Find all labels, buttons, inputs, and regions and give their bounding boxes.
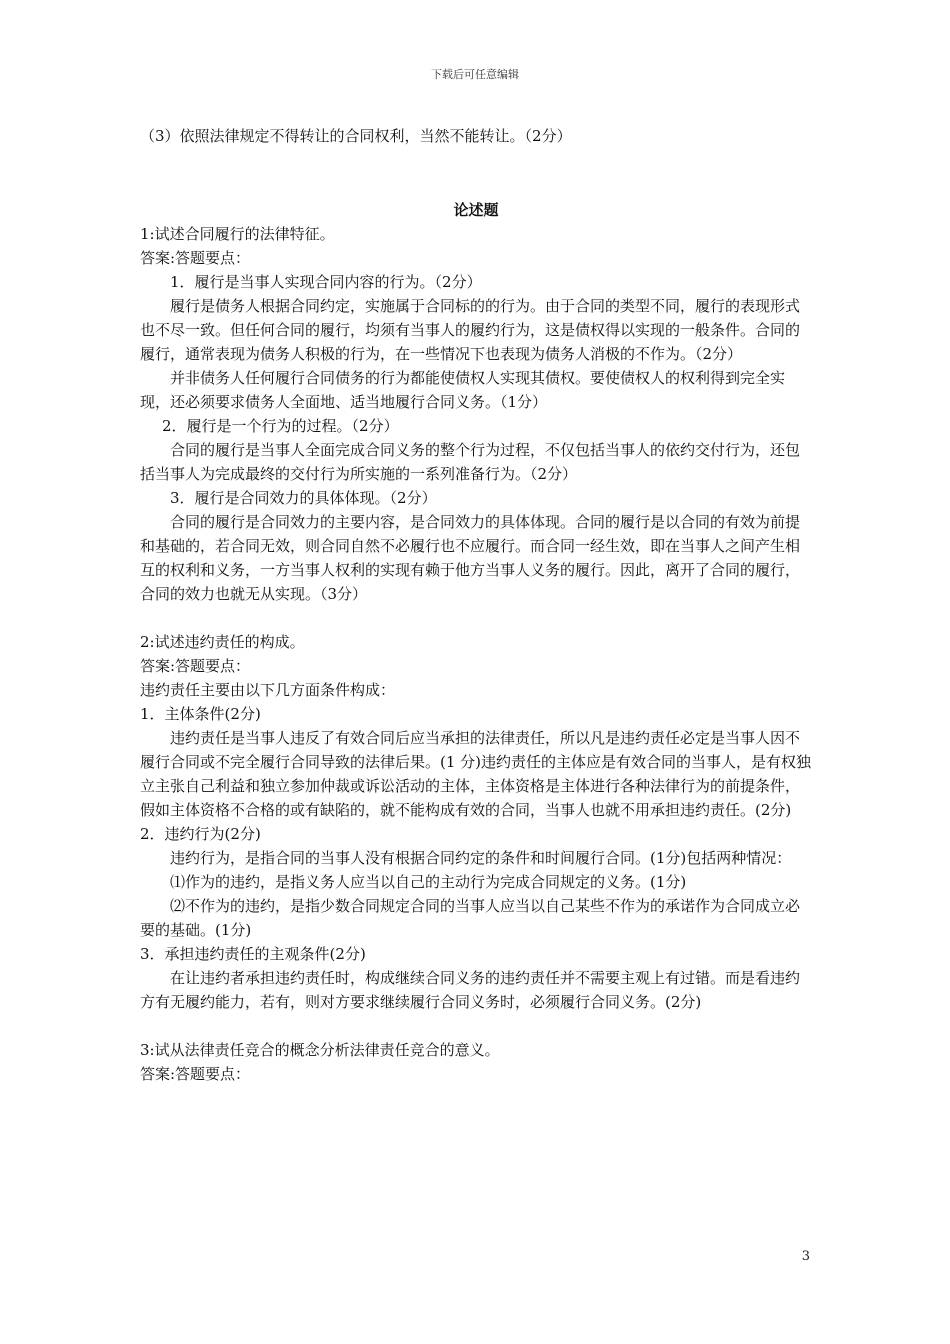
q2-answer-label: 答案:答题要点： [140, 657, 251, 675]
q1-point2-heading: 2．履行是一个行为的过程。（2分） [162, 417, 399, 435]
q1-question: 1:试述合同履行的法律特征。 [140, 225, 335, 243]
intro-line: （3）依照法律规定不得转让的合同权利，当然不能转让。（2分） [140, 127, 572, 145]
q2-section1-heading: 1．主体条件(2分) [140, 705, 261, 723]
q3-question: 3:试从法律责任竞合的概念分析法律责任竞合的意义。 [140, 1041, 500, 1059]
q2-section1-body: 违约责任是当事人违反了有效合同后应当承担的法律责任，所以凡是违约责任必定是当事人因不履行合同或不完全履行合同导致的法律后果。(1 分)违约责任的主体应是有效合同的当事人，是有权独立主张自己利益和独立参加仲裁或诉讼活动的主体，主体资格是主体进行各种法律行为的前提条件，假如主体资格不合格的或有缺陷的，就不能构成有效的合同，当事人也就不用承担违约责任。(2分) [140, 729, 812, 819]
document-body [140, 124, 812, 1086]
page-number: 3 [801, 1249, 810, 1264]
q1-point2-body: 合同的履行是当事人全面完成合同义务的整个行为过程，不仅包括当事人的依约交付行为，还包括当事人为完成最终的交付行为所实施的一系列准备行为。（2分） [140, 441, 801, 483]
q1-answer-label: 答案:答题要点： [140, 249, 251, 267]
q2-section2-item1: ⑴作为的违约，是指义务人应当以自己的主动行为完成合同规定的义务。(1分) [170, 873, 687, 891]
spacer [140, 1014, 812, 1038]
q2-lead: 违约责任主要由以下几方面条件构成： [140, 681, 396, 699]
q2-section2-item2: ⑵不作为的违约，是指少数合同规定合同的当事人应当以自己某些不作为的承诺作为合同成立必要的基础。(1分) [140, 897, 801, 939]
q3-answer-label: 答案:答题要点： [140, 1065, 251, 1083]
q1-point3-heading: 3．履行是合同效力的具体体现。（2分） [170, 489, 437, 507]
q2-section2-heading: 2．违约行为(2分) [140, 825, 261, 843]
page-header: 下载后可任意编辑 [431, 68, 519, 81]
q2-section2-body: 违约行为，是指合同的当事人没有根据合同约定的条件和时间履行合同。(1分)包括两种情况： [170, 849, 792, 867]
q1-point1-heading: 1．履行是当事人实现合同内容的行为。（2分） [170, 273, 482, 291]
section-title: 论述题 [453, 201, 499, 219]
q1-point3-body: 合同的履行是合同效力的主要内容，是合同效力的具体体现。合同的履行是以合同的有效为前提和基础的，若合同无效，则合同自然不必履行也不应履行。而合同一经生效，即在当事人之间产生相互的权利和义务，一方当事人权利的实现有赖于他方当事人义务的履行。因此，离开了合同的履行，合同的效力也就无从实现。（3分） [140, 513, 801, 603]
spacer [140, 606, 812, 630]
q1-point1-body-b: 并非债务人任何履行合同债务的行为都能使债权人实现其债权。要使债权人的权利得到完全实现，还必须要求债务人全面地、适当地履行合同义务。（1分） [140, 369, 786, 411]
q2-section3-body: 在让违约者承担违约责任时，构成继续合同义务的违约责任并不需要主观上有过错。而是看违约方有无履约能力，若有，则对方要求继续履行合同义务时，必须履行合同义务。(2分) [140, 969, 801, 1011]
q1-point1-body-a: 履行是债务人根据合同约定，实施属于合同标的的行为。由于合同的类型不同，履行的表现形式也不尽一致。但任何合同的履行，均须有当事人的履约行为，这是债权得以实现的一般条件。合同的履行，通常表现为债务人积极的行为，在一些情况下也表现为债务人消极的不作为。（2分） [140, 297, 801, 363]
q2-section3-heading: 3．承担违约责任的主观条件(2分) [140, 945, 366, 963]
spacer [140, 148, 812, 198]
q2-question: 2:试述违约责任的构成。 [140, 633, 305, 651]
